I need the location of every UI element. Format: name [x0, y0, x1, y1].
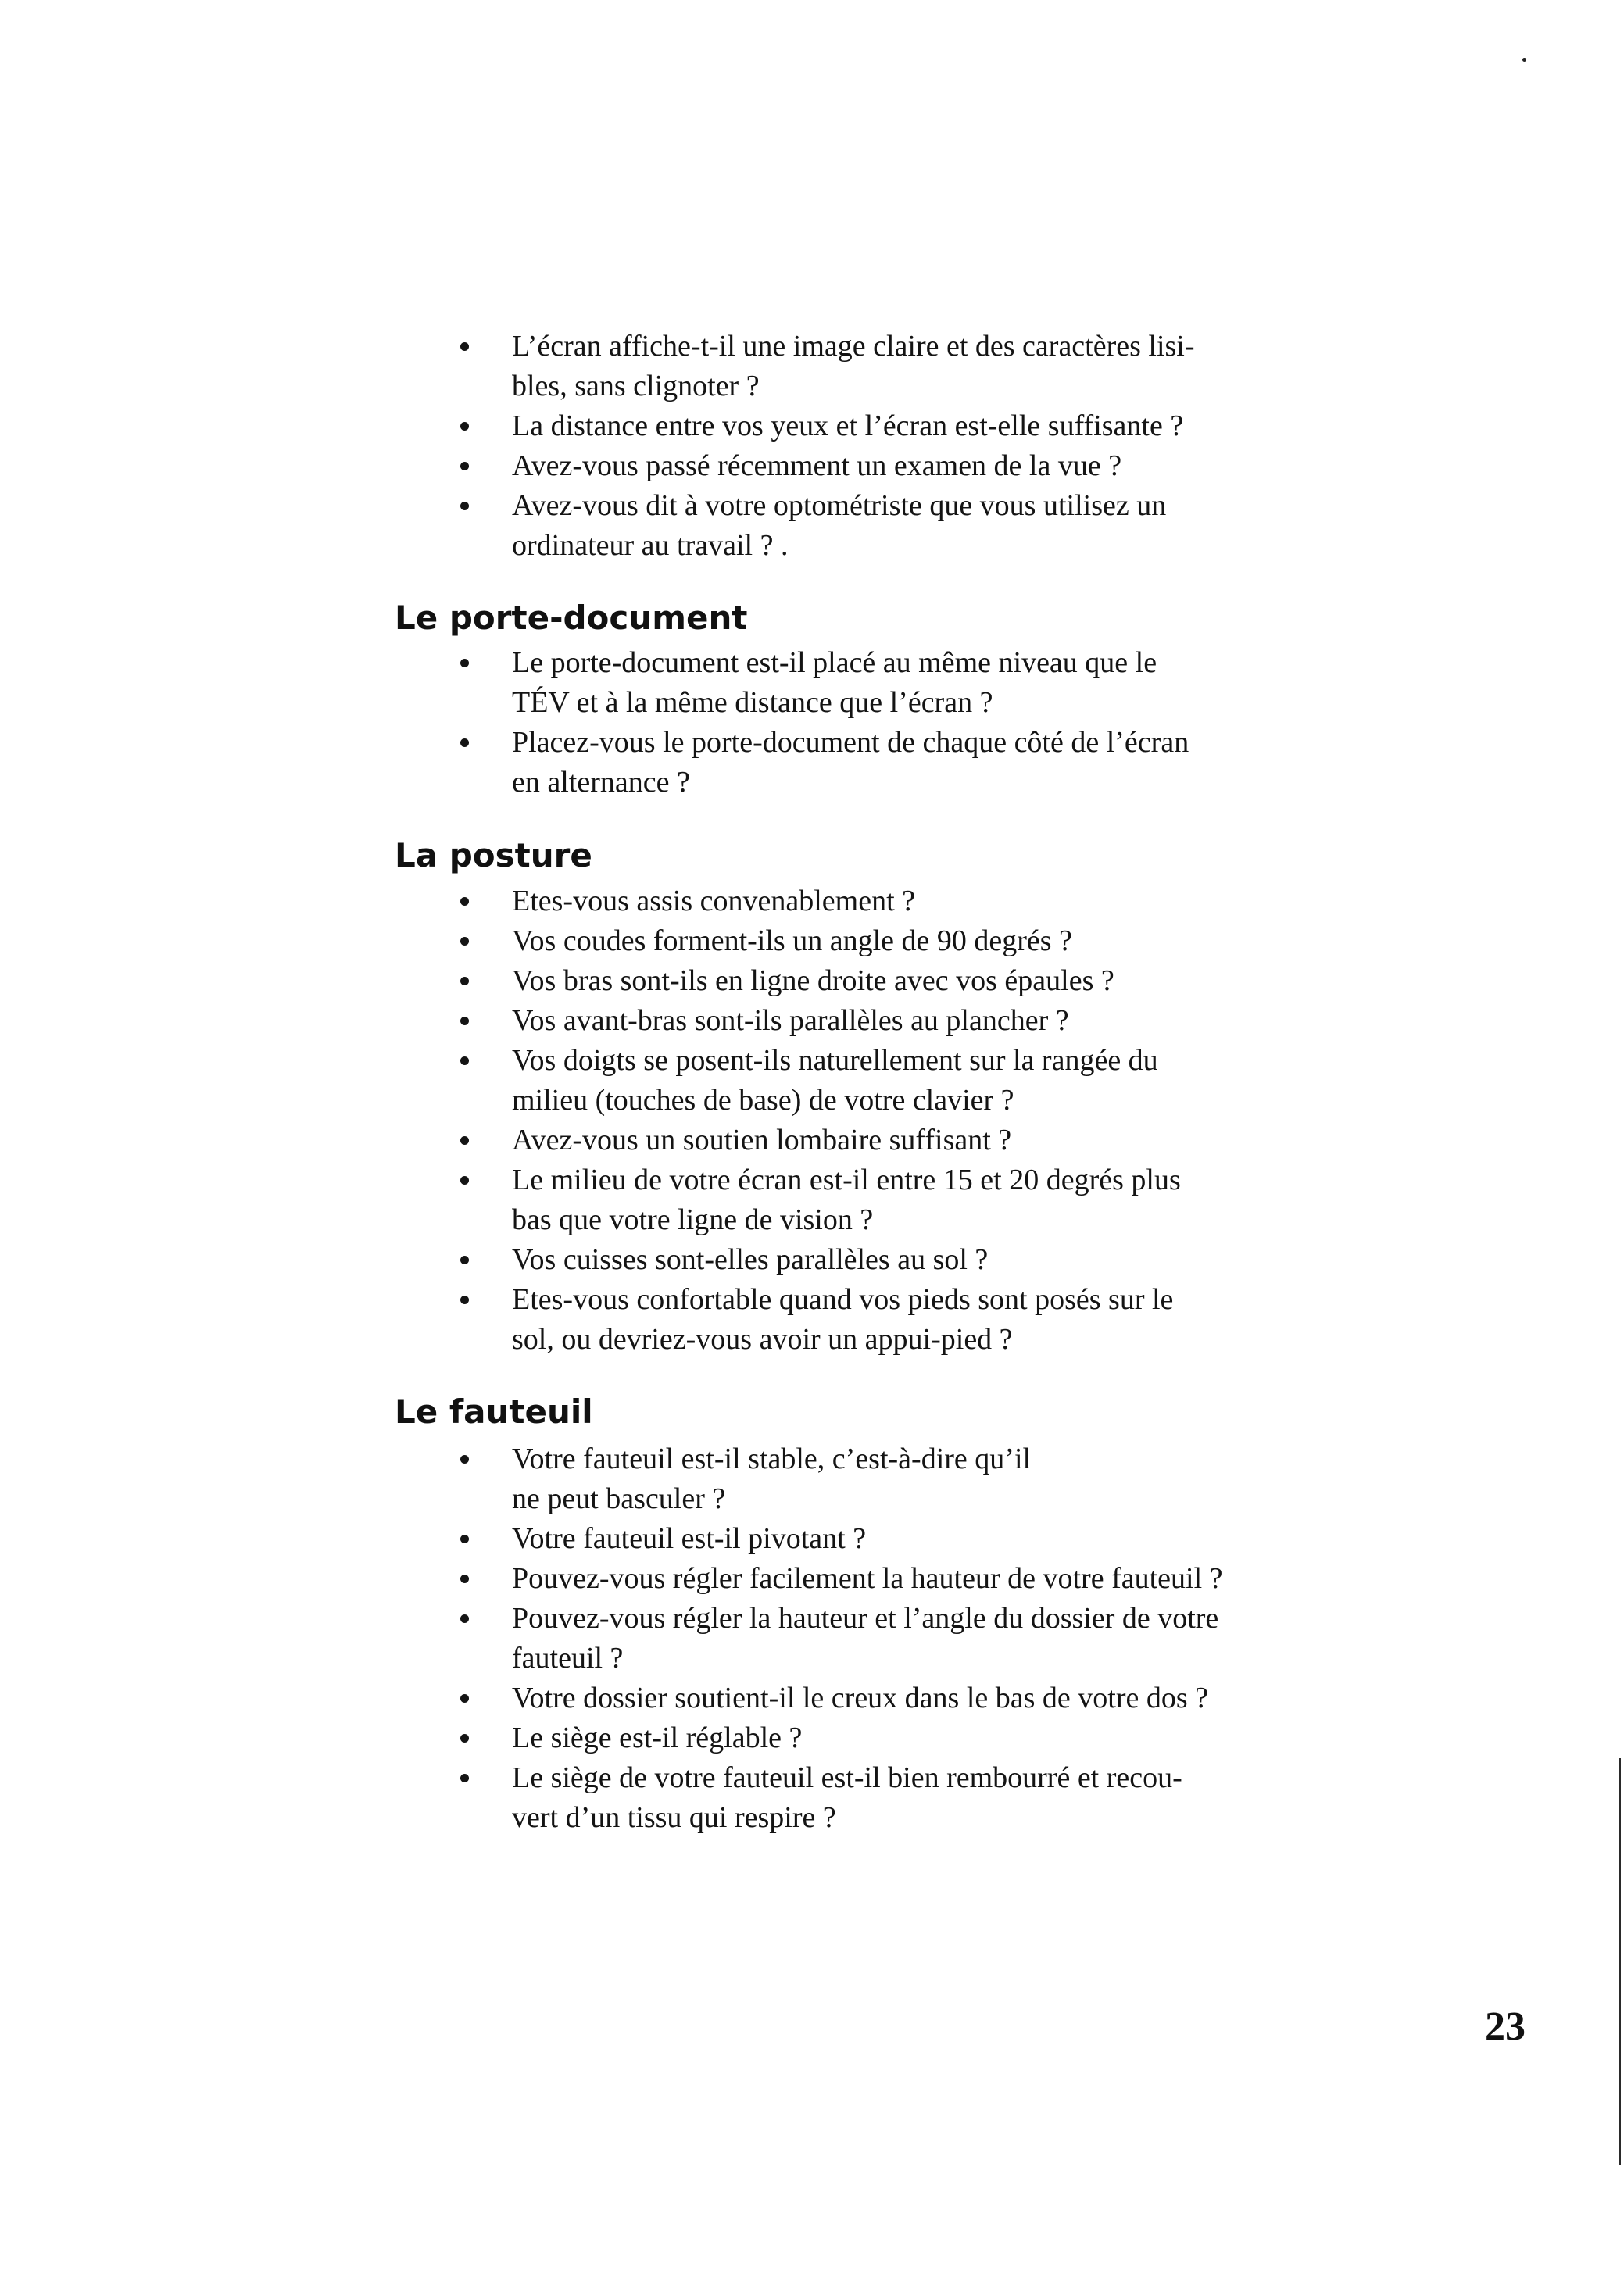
list-item: Le porte-document est-il placé au même niveau que le TÉV et à la même distance que l’écran ? — [512, 643, 1278, 723]
list-item: L’écran affiche-t-il une image claire et des caractères lisi- bles, sans clignoter ? — [512, 327, 1278, 406]
list-item: Etes-vous confortable quand vos pieds sont posés sur le sol, ou devriez-vous avoir un appui-pied ? — [512, 1280, 1278, 1360]
list-item: Vos avant-bras sont-ils parallèles au plancher ? — [512, 1001, 1278, 1041]
list-item: Avez-vous dit à votre optométriste que vous utilisez un ordinateur au travail ? . — [512, 486, 1278, 566]
screen-checklist — [0, 327, 1624, 566]
list-item: Votre dossier soutient-il le creux dans le bas de votre dos ? — [512, 1678, 1278, 1718]
porte-document-checklist — [0, 643, 1624, 803]
section-heading-porte-document: Le porte-document — [395, 599, 748, 637]
list-item: Pouvez-vous régler la hauteur et l’angle du dossier de votre fauteuil ? — [512, 1599, 1278, 1678]
list-item: Avez-vous un soutien lombaire suffisant ? — [512, 1121, 1278, 1160]
page-number: 23 — [1485, 2004, 1526, 2049]
section-heading-posture: La posture — [395, 836, 592, 874]
list-item: Votre fauteuil est-il stable, c’est-à-dire qu’il ne peut basculer ? — [512, 1439, 1278, 1519]
fauteuil-checklist — [0, 1439, 1624, 1838]
list-item: Le siège est-il réglable ? — [512, 1718, 1278, 1758]
list-item: Placez-vous le porte-document de chaque côté de l’écran en alternance ? — [512, 723, 1278, 803]
list-item: Vos bras sont-ils en ligne droite avec vos épaules ? — [512, 961, 1278, 1001]
list-item: Avez-vous passé récemment un examen de la vue ? — [512, 446, 1278, 486]
list-item: Votre fauteuil est-il pivotant ? — [512, 1519, 1278, 1559]
list-item: Pouvez-vous régler facilement la hauteur de votre fauteuil ? — [512, 1559, 1278, 1599]
list-item: Vos doigts se posent-ils naturellement sur la rangée du milieu (touches de base) de votre clavier ? — [512, 1041, 1278, 1121]
list-item: Vos cuisses sont-elles parallèles au sol ? — [512, 1240, 1278, 1280]
section-heading-fauteuil: Le fauteuil — [395, 1392, 593, 1431]
posture-checklist — [0, 881, 1624, 1360]
list-item: Le siège de votre fauteuil est-il bien rembourré et recou- vert d’un tissu qui respire ? — [512, 1758, 1278, 1838]
list-item: Vos coudes forment-ils un angle de 90 degrés ? — [512, 921, 1278, 961]
list-item: La distance entre vos yeux et l’écran est-elle suffisante ? — [512, 406, 1278, 446]
list-item: Le milieu de votre écran est-il entre 15 et 20 degrés plus bas que votre ligne de vision ? — [512, 1160, 1278, 1240]
scan-speck — [1522, 58, 1526, 62]
list-item: Etes-vous assis convenablement ? — [512, 881, 1278, 921]
